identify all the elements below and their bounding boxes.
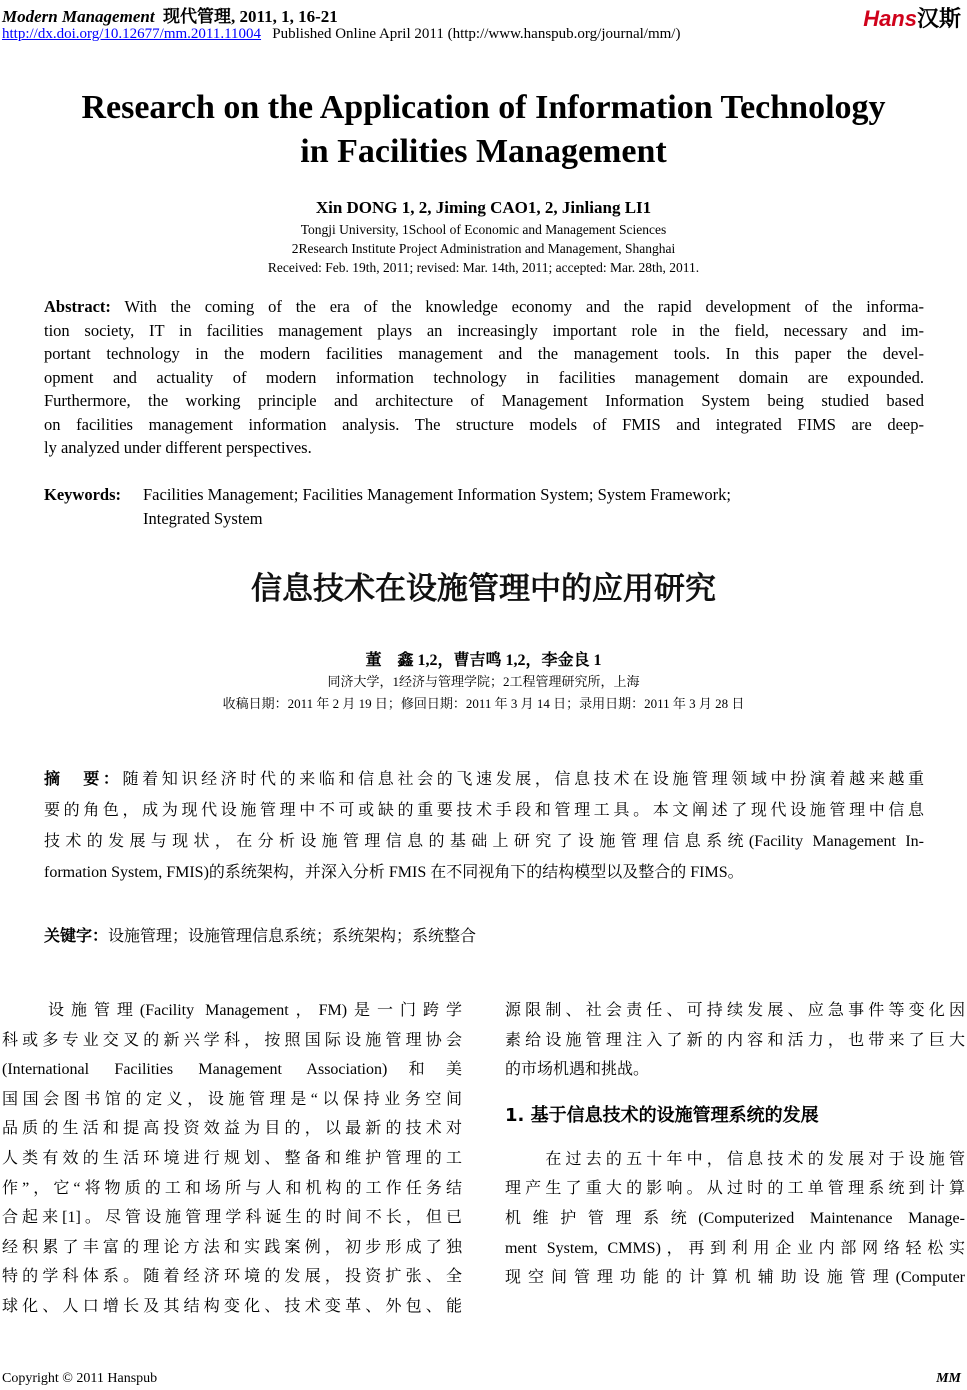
published-online: Published Online April 2011 (http://www.hanspub.org/journal/mm/) bbox=[272, 26, 681, 42]
body-line: 现空间管理功能的计算机辅助设施管理(Computer bbox=[505, 1269, 965, 1287]
body-line: 素给设施管理注入了新的内容和活力，也带来了巨大 bbox=[505, 1031, 965, 1049]
right-column bbox=[505, 996, 965, 1293]
zh-keywords-label: 关键字： bbox=[44, 926, 109, 945]
body-line: 合起来[1]。尽管设施管理学科诞生的时间不长，但已 bbox=[2, 1209, 462, 1227]
paper-title bbox=[0, 86, 967, 174]
affiliation: Tongji University, 1School of Economic and Management Sciences bbox=[300, 222, 667, 237]
left-column bbox=[2, 996, 462, 1322]
doi-line bbox=[2, 26, 680, 43]
body-line: 科或多专业交叉的新兴学科，按照国际设施管理协会 bbox=[2, 1031, 462, 1049]
abstract-line: on facilities management information analysis. The structure models of FMIS and integrated FIMS are deep- bbox=[44, 414, 924, 434]
body-line: 经积累了丰富的理论方法和实践案例，初步形成了独 bbox=[2, 1238, 462, 1256]
zh-abstract-line bbox=[44, 763, 924, 795]
publisher-logo bbox=[863, 2, 961, 33]
affiliations bbox=[0, 220, 967, 277]
zh-abstract-line: 要的角色，成为现代设施管理中不可或缺的重要技术手段和管理工具。本文阐述了现代设施管理中信息 bbox=[44, 802, 924, 819]
body-line: (International Facilities Management Association)和美 bbox=[2, 1061, 462, 1079]
keywords-text: Facilities Management; Facilities Management Information System; System Framework; bbox=[143, 485, 731, 504]
body-line: 机维护管理系统(Computerized Maintenance Manage- bbox=[505, 1209, 965, 1227]
chinese-abstract bbox=[44, 763, 924, 888]
section-heading: 1. 基于信息技术的设施管理系统的发展 bbox=[505, 1104, 819, 1126]
zh-keywords-text: 设施管理；设施管理信息系统；系统架构；系统整合 bbox=[108, 928, 477, 945]
body-line: 球化、人口增长及其结构变化、技术变革、外包、能 bbox=[2, 1297, 462, 1315]
abstract-line: opment and actuality of modern information technology in facilities management domain are expounded. bbox=[44, 367, 924, 387]
body-line: 特的学科体系。随着经济环境的发展，投资扩张、全 bbox=[2, 1268, 462, 1286]
body-line: 国国会图书馆的定义，设施管理是“以保持业务空间 bbox=[2, 1090, 462, 1108]
body-line: 品质的生活和提高投资效益为目的，以最新的技术对 bbox=[2, 1120, 462, 1138]
zh-abstract-label: 摘 要： bbox=[44, 769, 123, 788]
abstract-line: ly analyzed under different perspectives. bbox=[44, 438, 312, 457]
body-line: 源限制、社会责任、可持续发展、应急事件等变化因 bbox=[505, 1002, 965, 1019]
keywords bbox=[44, 483, 731, 530]
title-line: in Facilities Management bbox=[300, 133, 667, 170]
doi-link[interactable]: http://dx.doi.org/10.12677/mm.2011.11004 bbox=[2, 26, 262, 42]
body-line: 设施管理(Facility Management，FM)是一门跨学 bbox=[2, 1002, 462, 1019]
journal-abbr: MM bbox=[936, 1371, 961, 1386]
chinese-affiliation: 同济大学，1经济与管理学院；2工程管理研究所，上海 bbox=[327, 674, 640, 689]
journal-citation: 现代管理, 2011, 1, 16-21 bbox=[163, 7, 338, 26]
title-line: Research on the Application of Information Technology bbox=[81, 89, 886, 126]
body-line: 的市场机遇和挑战。 bbox=[505, 1061, 650, 1079]
copyright: Copyright © 2011 Hanspub bbox=[2, 1371, 158, 1386]
chinese-authors: 董 鑫 1,2，曹吉鸣 1,2，李金良 1 bbox=[365, 652, 602, 669]
authors: Xin DONG 1, 2, Jiming CAO1, 2, Jinliang LI1 bbox=[315, 198, 652, 217]
chinese-dates: 收稿日期：2011 年 2 月 19 日；修回日期：2011 年 3 月 14 日；录用日期：2011 年 3 月 28 日 bbox=[222, 696, 745, 711]
keywords-label: Keywords: bbox=[44, 485, 121, 504]
body-line: 作”，它“将物质的工和场所与人和机构的工作任务结 bbox=[2, 1179, 462, 1197]
abstract bbox=[44, 295, 924, 460]
abstract-line: Furthermore, the working principle and architecture of Management Information System being studied based bbox=[44, 391, 924, 410]
chinese-title: 信息技术在设施管理中的应用研究 bbox=[251, 571, 716, 607]
journal-name: Modern Management bbox=[2, 7, 155, 26]
abstract-line: tion society, IT in facilities management plays an increasingly important role in the field, necessary and im- bbox=[44, 320, 924, 340]
logo-en: Hans bbox=[863, 6, 917, 31]
logo-cn: 汉斯 bbox=[916, 6, 961, 31]
zh-abstract-line: 技术的发展与现状，在分析设施管理信息的基础上研究了设施管理信息系统(Facility Management In- bbox=[44, 833, 924, 850]
affiliation: 2Research Institute Project Administration and Management, Shanghai bbox=[291, 241, 676, 256]
keywords-text: Integrated System bbox=[143, 508, 263, 528]
zh-abstract-text: 随着知识经济时代的来临和信息社会的飞速发展，信息技术在设施管理领域中扮演着越来越重 bbox=[122, 771, 924, 788]
abstract-line bbox=[44, 295, 924, 319]
abstract-text: With the coming of the era of the knowledge economy and the rapid development of the informa- bbox=[110, 297, 924, 316]
running-header bbox=[2, 2, 338, 27]
body-line: 理产生了重大的影响。从过时的工单管理系统到计算 bbox=[505, 1180, 965, 1198]
body-line: 在过去的五十年中，信息技术的发展对于设施管 bbox=[505, 1150, 965, 1168]
chinese-keywords bbox=[44, 923, 476, 946]
zh-abstract-line: formation System, FMIS)的系统架构，并深入分析 FMIS 在不同视角下的结构模型以及整合的 FIMS。 bbox=[44, 864, 744, 881]
body-line: 人类有效的生活环境进行规划、整备和维护管理的工 bbox=[2, 1149, 462, 1167]
received-dates: Received: Feb. 19th, 2011; revised: Mar. 14th, 2011; accepted: Mar. 28th, 2011. bbox=[267, 260, 700, 275]
abstract-label: Abstract: bbox=[44, 297, 111, 316]
abstract-line: portant technology in the modern facilities management and the management tools. In this paper the devel- bbox=[44, 344, 924, 363]
body-line: ment System, CMMS)，再到利用企业内部网络轻松实 bbox=[505, 1239, 965, 1257]
